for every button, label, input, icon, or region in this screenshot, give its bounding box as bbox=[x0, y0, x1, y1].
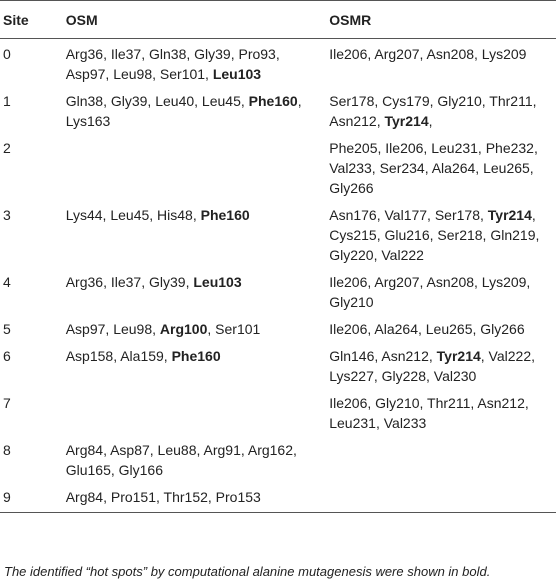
table-body bbox=[0, 39, 556, 513]
header-osmr: OSMR bbox=[329, 1, 556, 39]
osm-residues-cell bbox=[66, 86, 330, 133]
table-row bbox=[0, 341, 556, 388]
osm-residues-cell bbox=[66, 482, 330, 513]
osm-residues-cell bbox=[66, 388, 330, 435]
osmr-residues-cell bbox=[329, 482, 556, 513]
site-cell: 4 bbox=[3, 274, 11, 290]
table-row bbox=[0, 314, 556, 341]
osmr-residues-cell bbox=[329, 39, 556, 87]
table-row bbox=[0, 133, 556, 200]
site-cell: 5 bbox=[3, 321, 11, 337]
residue-text: , Val222, Lys227, Gly228, Val230 bbox=[329, 348, 535, 384]
residue-text: Ser178, Cys179, Gly210, Thr211, Asn212, bbox=[329, 93, 537, 129]
residue-text: Arg36, Ile37, Gln38, Gly39, Pro93, Asp97, Leu98, Ser101, bbox=[65, 46, 280, 82]
site-cell: 6 bbox=[3, 348, 11, 364]
site-cell: 7 bbox=[3, 395, 11, 411]
hot-spot-residue: Phe160 bbox=[248, 93, 298, 109]
table-row bbox=[0, 388, 556, 435]
residue-text: Ile206, Ala264, Leu265, Gly266 bbox=[329, 321, 525, 337]
site-cell: 1 bbox=[3, 93, 11, 109]
residue-text: Phe205, Ile206, Leu231, Phe232, Val233, Ser234, Ala264, Leu265, Gly266 bbox=[329, 140, 538, 196]
hot-spot-residue: Tyr214 bbox=[487, 207, 532, 223]
site-cell: 3 bbox=[3, 207, 11, 223]
hot-spot-residue: Leu103 bbox=[193, 274, 242, 290]
table-row bbox=[0, 267, 556, 314]
osmr-residues-cell bbox=[329, 200, 556, 267]
table-row bbox=[0, 39, 556, 87]
osmr-residues-cell bbox=[329, 388, 556, 435]
residue-text: Arg84, Pro151, Thr152, Pro153 bbox=[65, 489, 261, 505]
residue-text: Ile206, Gly210, Thr211, Asn212, Leu231, Val233 bbox=[329, 395, 529, 431]
site-cell: 8 bbox=[3, 442, 11, 458]
residue-text: , Cys215, Glu216, Ser218, Gln219, Gly220, Val222 bbox=[329, 207, 540, 263]
table-row bbox=[0, 435, 556, 482]
osmr-residues-cell bbox=[329, 341, 556, 388]
residue-text: Lys44, Leu45, His48, bbox=[65, 207, 201, 223]
osmr-residues-cell bbox=[329, 435, 556, 482]
residue-text: Asp97, Leu98, bbox=[65, 321, 160, 337]
table-footnote: The identified “hot spots” by computational alanine mutagenesis were shown in bold. bbox=[4, 564, 491, 579]
hot-spot-residue: Leu103 bbox=[212, 66, 262, 82]
osmr-residues-cell bbox=[329, 314, 556, 341]
osm-residues-cell bbox=[66, 267, 330, 314]
site-cell: 2 bbox=[3, 140, 11, 156]
hot-spot-residue: Phe160 bbox=[200, 207, 250, 223]
residue-text: Arg84, Asp87, Leu88, Arg91, Arg162, Glu165, Gly166 bbox=[65, 442, 297, 478]
table-row bbox=[0, 482, 556, 513]
hot-spot-residue: Phe160 bbox=[171, 348, 221, 364]
osm-residues-cell bbox=[66, 314, 330, 341]
site-cell: 9 bbox=[0, 482, 66, 513]
residue-text: Arg36, Ile37, Gly39, bbox=[65, 274, 194, 290]
table-row bbox=[0, 86, 556, 133]
header-site: Site bbox=[0, 1, 66, 39]
hot-spot-residue: Tyr214 bbox=[384, 113, 429, 129]
residue-text: Gln146, Asn212, bbox=[329, 348, 437, 364]
osmr-residues-cell bbox=[329, 86, 556, 133]
osm-residues-cell bbox=[66, 39, 330, 87]
residue-text: , Ser101 bbox=[207, 321, 261, 337]
site-cell: 0 bbox=[3, 46, 11, 62]
osm-residues-cell bbox=[66, 435, 330, 482]
residue-text: Ile206, Arg207, Asn208, Lys209, Gly210 bbox=[329, 274, 531, 310]
residue-text: Asn176, Val177, Ser178, bbox=[329, 207, 488, 223]
header-osm: OSM bbox=[66, 1, 330, 39]
residue-text: , Lys163 bbox=[65, 93, 302, 129]
table-header-row bbox=[0, 1, 556, 39]
residue-text: , bbox=[428, 113, 433, 129]
residue-text: Asp158, Ala159, bbox=[65, 348, 172, 364]
hot-spot-residue: Arg100 bbox=[159, 321, 208, 337]
osm-residues-cell bbox=[66, 133, 330, 200]
residue-text: Ile206, Arg207, Asn208, Lys209 bbox=[329, 46, 527, 62]
residue-text: Gln38, Gly39, Leu40, Leu45, bbox=[65, 93, 249, 109]
osmr-residues-cell bbox=[329, 133, 556, 200]
hot-spot-residue: Tyr214 bbox=[436, 348, 481, 364]
osm-residues-cell bbox=[66, 200, 330, 267]
osm-residues-cell bbox=[66, 341, 330, 388]
table-row bbox=[0, 200, 556, 267]
osmr-residues-cell bbox=[329, 267, 556, 314]
